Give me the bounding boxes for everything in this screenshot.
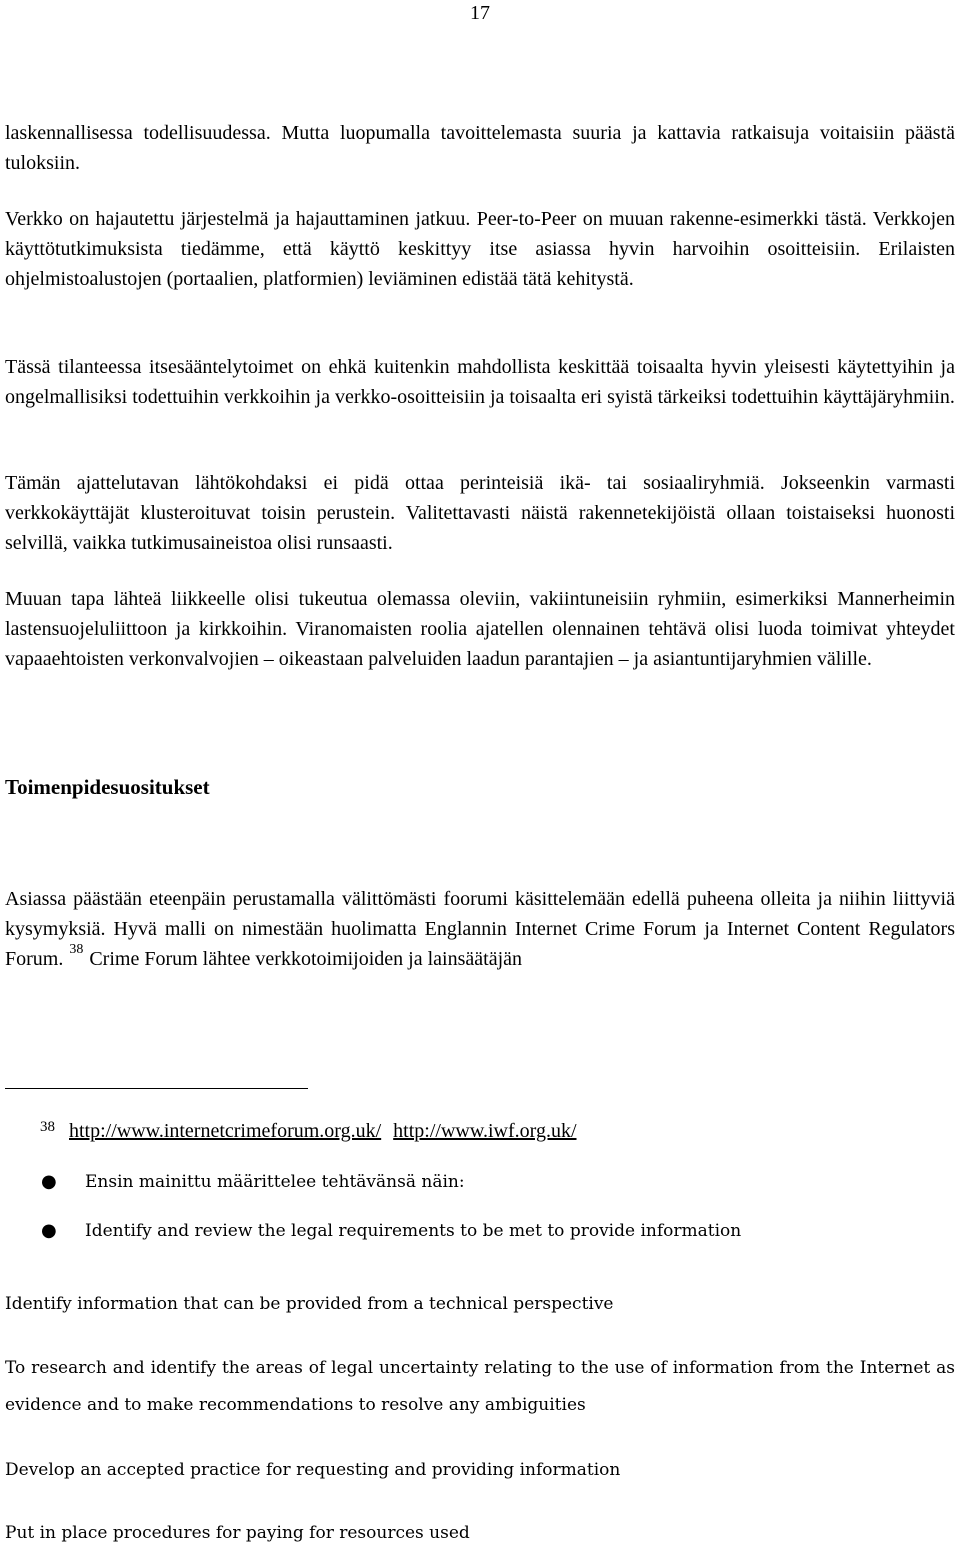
- list-line: To research and identify the areas of legal uncertainty relating to the use of information from the Internet as evidence and to make recommendations to resolve any ambiguities: [5, 1358, 955, 1415]
- recommendation-text-continued: Crime Forum lähtee verkkotoimijoiden ja lainsäätäjän: [89, 948, 522, 970]
- list-line: Identify information that can be provided from a technical perspective: [5, 1294, 614, 1314]
- section-heading: Toimenpidesuositukset: [5, 775, 210, 799]
- recommendation-paragraph: [5, 884, 955, 974]
- paragraph-1: laskennallisessa todellisuudessa. Mutta luopumalla tavoittelemasta suuria ja kattavia ratkaisuja voitaisiin päästä tuloksiin.: [5, 122, 955, 174]
- footnote-divider: [5, 1088, 308, 1089]
- list-line: Put in place procedures for paying for resources used: [5, 1523, 470, 1543]
- list-line: Develop an accepted practice for requesting and providing information: [5, 1460, 621, 1480]
- page-number: 17: [470, 2, 490, 24]
- footnote-link-internetcrimeforum[interactable]: http://www.internetcrimeforum.org.uk/: [69, 1120, 382, 1142]
- footnote-reference[interactable]: 38: [69, 942, 84, 958]
- footnote: [40, 1116, 589, 1148]
- footnote-link-iwf[interactable]: http://www.iwf.org.uk/: [393, 1120, 577, 1142]
- footnote-number: 38: [40, 1119, 55, 1135]
- bullet-dot-icon: ●: [41, 1220, 57, 1241]
- recommendation-text: Asiassa päästään eteenpäin perustamalla välittömästi foorumi käsittelemään edellä puheena olleita ja niihin liittyviä kysymyksiä. Hyvä malli on nimestään huolimatta Englannin Internet Crime Forum ja Internet Content Regulators Forum.: [5, 888, 955, 970]
- bullet-text: Ensin mainittu määrittelee tehtävänsä näin:: [85, 1172, 465, 1192]
- paragraph-4: Tämän ajattelutavan lähtökohdaksi ei pidä ottaa perinteisiä ikä- tai sosiaaliryhmiä. Jokseenkin varmasti verkkokäyttäjät klusteroituvat toisin perustein. Valitettavasti näistä rakennetekijöistä ollaan toistaiseksi huonosti selvillä, vaikka tutkimusaineistoa olisi runsaasti.: [5, 472, 955, 554]
- paragraph-5: Muuan tapa lähteä liikkeelle olisi tukeutua olemassa oleviin, vakiintuneisiin ryhmiin, esimerkiksi Mannerheimin lastensuojeluliittoon ja kirkkoihin. Viranomaisten roolia ajatellen olennainen tehtävä olisi luoda toimivat yhteydet vapaaehtoisten verkonvalvojien – oikeastaan palveluiden laadun parantajien – ja asiantuntijaryhmien välille.: [5, 588, 955, 670]
- bullet-text: Identify and review the legal requirements to be met to provide information: [85, 1221, 742, 1241]
- bullet-dot-icon: ●: [41, 1171, 57, 1192]
- paragraph-3: Tässä tilanteessa itsesääntelytoimet on ehkä kuitenkin mahdollista keskittää toisaalta hyvin yleisesti käytettyihin ja ongelmallisiksi todettuihin verkkoihin ja verkko-osoitteisiin ja toisaalta eri syistä tärkeiksi todettuihin käyttäjäryhmiin.: [5, 356, 955, 408]
- paragraph-2: Verkko on hajautettu järjestelmä ja hajauttaminen jatkuu. Peer-to-Peer on muuan rakenne-esimerkki tästä. Verkkojen käyttötutkimuksista tiedämme, että käyttö keskittyy itse asiassa hyvin harvoihin osoitteisiin. Erilaisten ohjelmistoalustojen (portaalien, platformien) leviäminen edistää tätä kehitystä.: [5, 208, 955, 290]
